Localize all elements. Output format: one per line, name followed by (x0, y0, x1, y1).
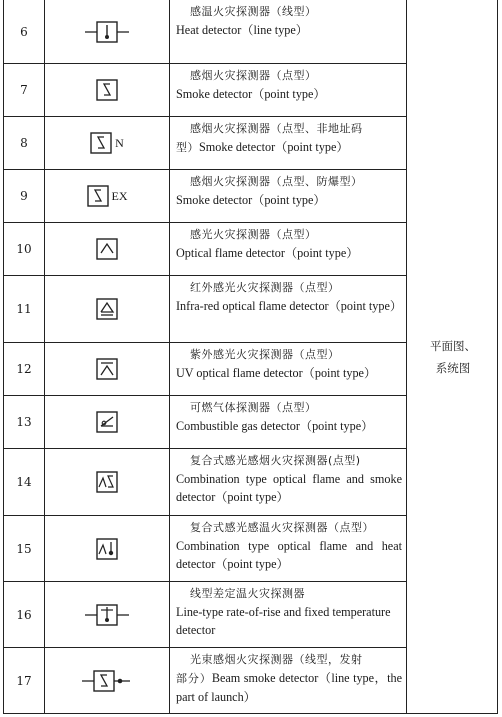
usage-cell (406, 0, 499, 713)
description-cn: 红外感光火灾探测器（点型） (190, 281, 340, 294)
description-en: Smoke detector（point type） (176, 87, 326, 101)
smoke-detector-icon (96, 79, 118, 101)
row-number: 14 (4, 449, 45, 515)
row-number: 12 (4, 343, 45, 395)
row-number: 11 (4, 276, 45, 342)
row-number: 13 (4, 396, 45, 448)
combination-flame-heat-detector-icon (96, 538, 118, 560)
row-number: 8 (4, 117, 45, 169)
row-number: 6 (4, 0, 45, 63)
description-en: Smoke detector（point type） (176, 193, 326, 207)
row-number: 10 (4, 223, 45, 275)
description-cn: 可燃气体探测器（点型） (190, 401, 317, 414)
description-cn: 紫外感光火灾探测器（点型） (190, 348, 340, 361)
description-cn: 复合式感光感烟火灾探测器(点型) (190, 454, 361, 467)
table-row (4, 396, 406, 449)
table-row (4, 117, 406, 170)
description-en: Smoke detector（point type） (199, 140, 349, 154)
row-number: 15 (4, 516, 45, 581)
smoke-detector-non-addressable-icon (90, 132, 112, 154)
table-row (4, 582, 406, 648)
table-row (4, 170, 406, 223)
heat-detector-line-icon (85, 21, 129, 43)
description-en: Combustible gas detector（point type） (176, 419, 374, 433)
description-cn: 感烟火灾探测器（点型、非地址码 (190, 122, 363, 135)
table-row (4, 449, 406, 516)
symbol-suffix: N (115, 135, 124, 150)
table-row (4, 516, 406, 582)
table-row (4, 0, 406, 64)
usage-line-2: 系统图 (435, 360, 471, 375)
description-cn: 感烟火灾探测器（点型、防爆型） (190, 175, 363, 188)
row-number: 17 (4, 648, 45, 714)
combination-flame-smoke-detector-icon (96, 471, 118, 493)
row-number: 7 (4, 64, 45, 116)
description-cn: 感温火灾探测器（线型） (190, 5, 317, 18)
row-number: 16 (4, 582, 45, 647)
symbol-suffix: EX (111, 188, 128, 203)
description-cn: 线型差定温火灾探测器 (190, 587, 305, 600)
description-cn: 感光火灾探测器（点型） (190, 228, 317, 241)
description-cn: 光束感烟火灾探测器（线型，发射 (190, 653, 363, 666)
description-cn: 复合式感光感温火灾探测器（点型） (190, 521, 374, 534)
description-cn-cont: 部分） (176, 672, 212, 685)
row-number: 9 (4, 170, 45, 222)
description-en: Infra-red optical flame detector（point type） (176, 299, 403, 313)
combustible-gas-detector-icon (96, 411, 118, 433)
description-cn-cont: 型） (176, 141, 199, 154)
description-en: Combination type optical flame and heat detector（point type） (176, 539, 402, 571)
table-row (4, 276, 406, 343)
description-en: Beam smoke detector（line type，the part of launch） (176, 671, 402, 704)
smoke-detector-explosion-proof-icon (87, 185, 109, 207)
table-row (4, 648, 406, 714)
symbol-table (3, 0, 498, 714)
table-row (4, 64, 406, 117)
usage-line-1: 平面图、 (430, 338, 476, 353)
description-cn: 感烟火灾探测器（点型） (190, 69, 317, 82)
table-row (4, 223, 406, 276)
line-rate-of-rise-heat-detector-icon (85, 604, 129, 626)
table-row (4, 343, 406, 396)
description-en: Combination type optical flame and smoke detector（point type） (176, 472, 402, 504)
beam-smoke-detector-launch-icon (82, 670, 132, 692)
description-en: Optical flame detector（point type） (176, 246, 359, 260)
description-en: Heat detector（line type） (176, 23, 308, 37)
description-en: Line-type rate-of-rise and fixed temperature detector (176, 605, 391, 637)
optical-flame-detector-icon (96, 238, 118, 260)
description-en: UV optical flame detector（point type） (176, 366, 377, 380)
infrared-flame-detector-icon (96, 298, 118, 320)
uv-flame-detector-icon (96, 358, 118, 380)
